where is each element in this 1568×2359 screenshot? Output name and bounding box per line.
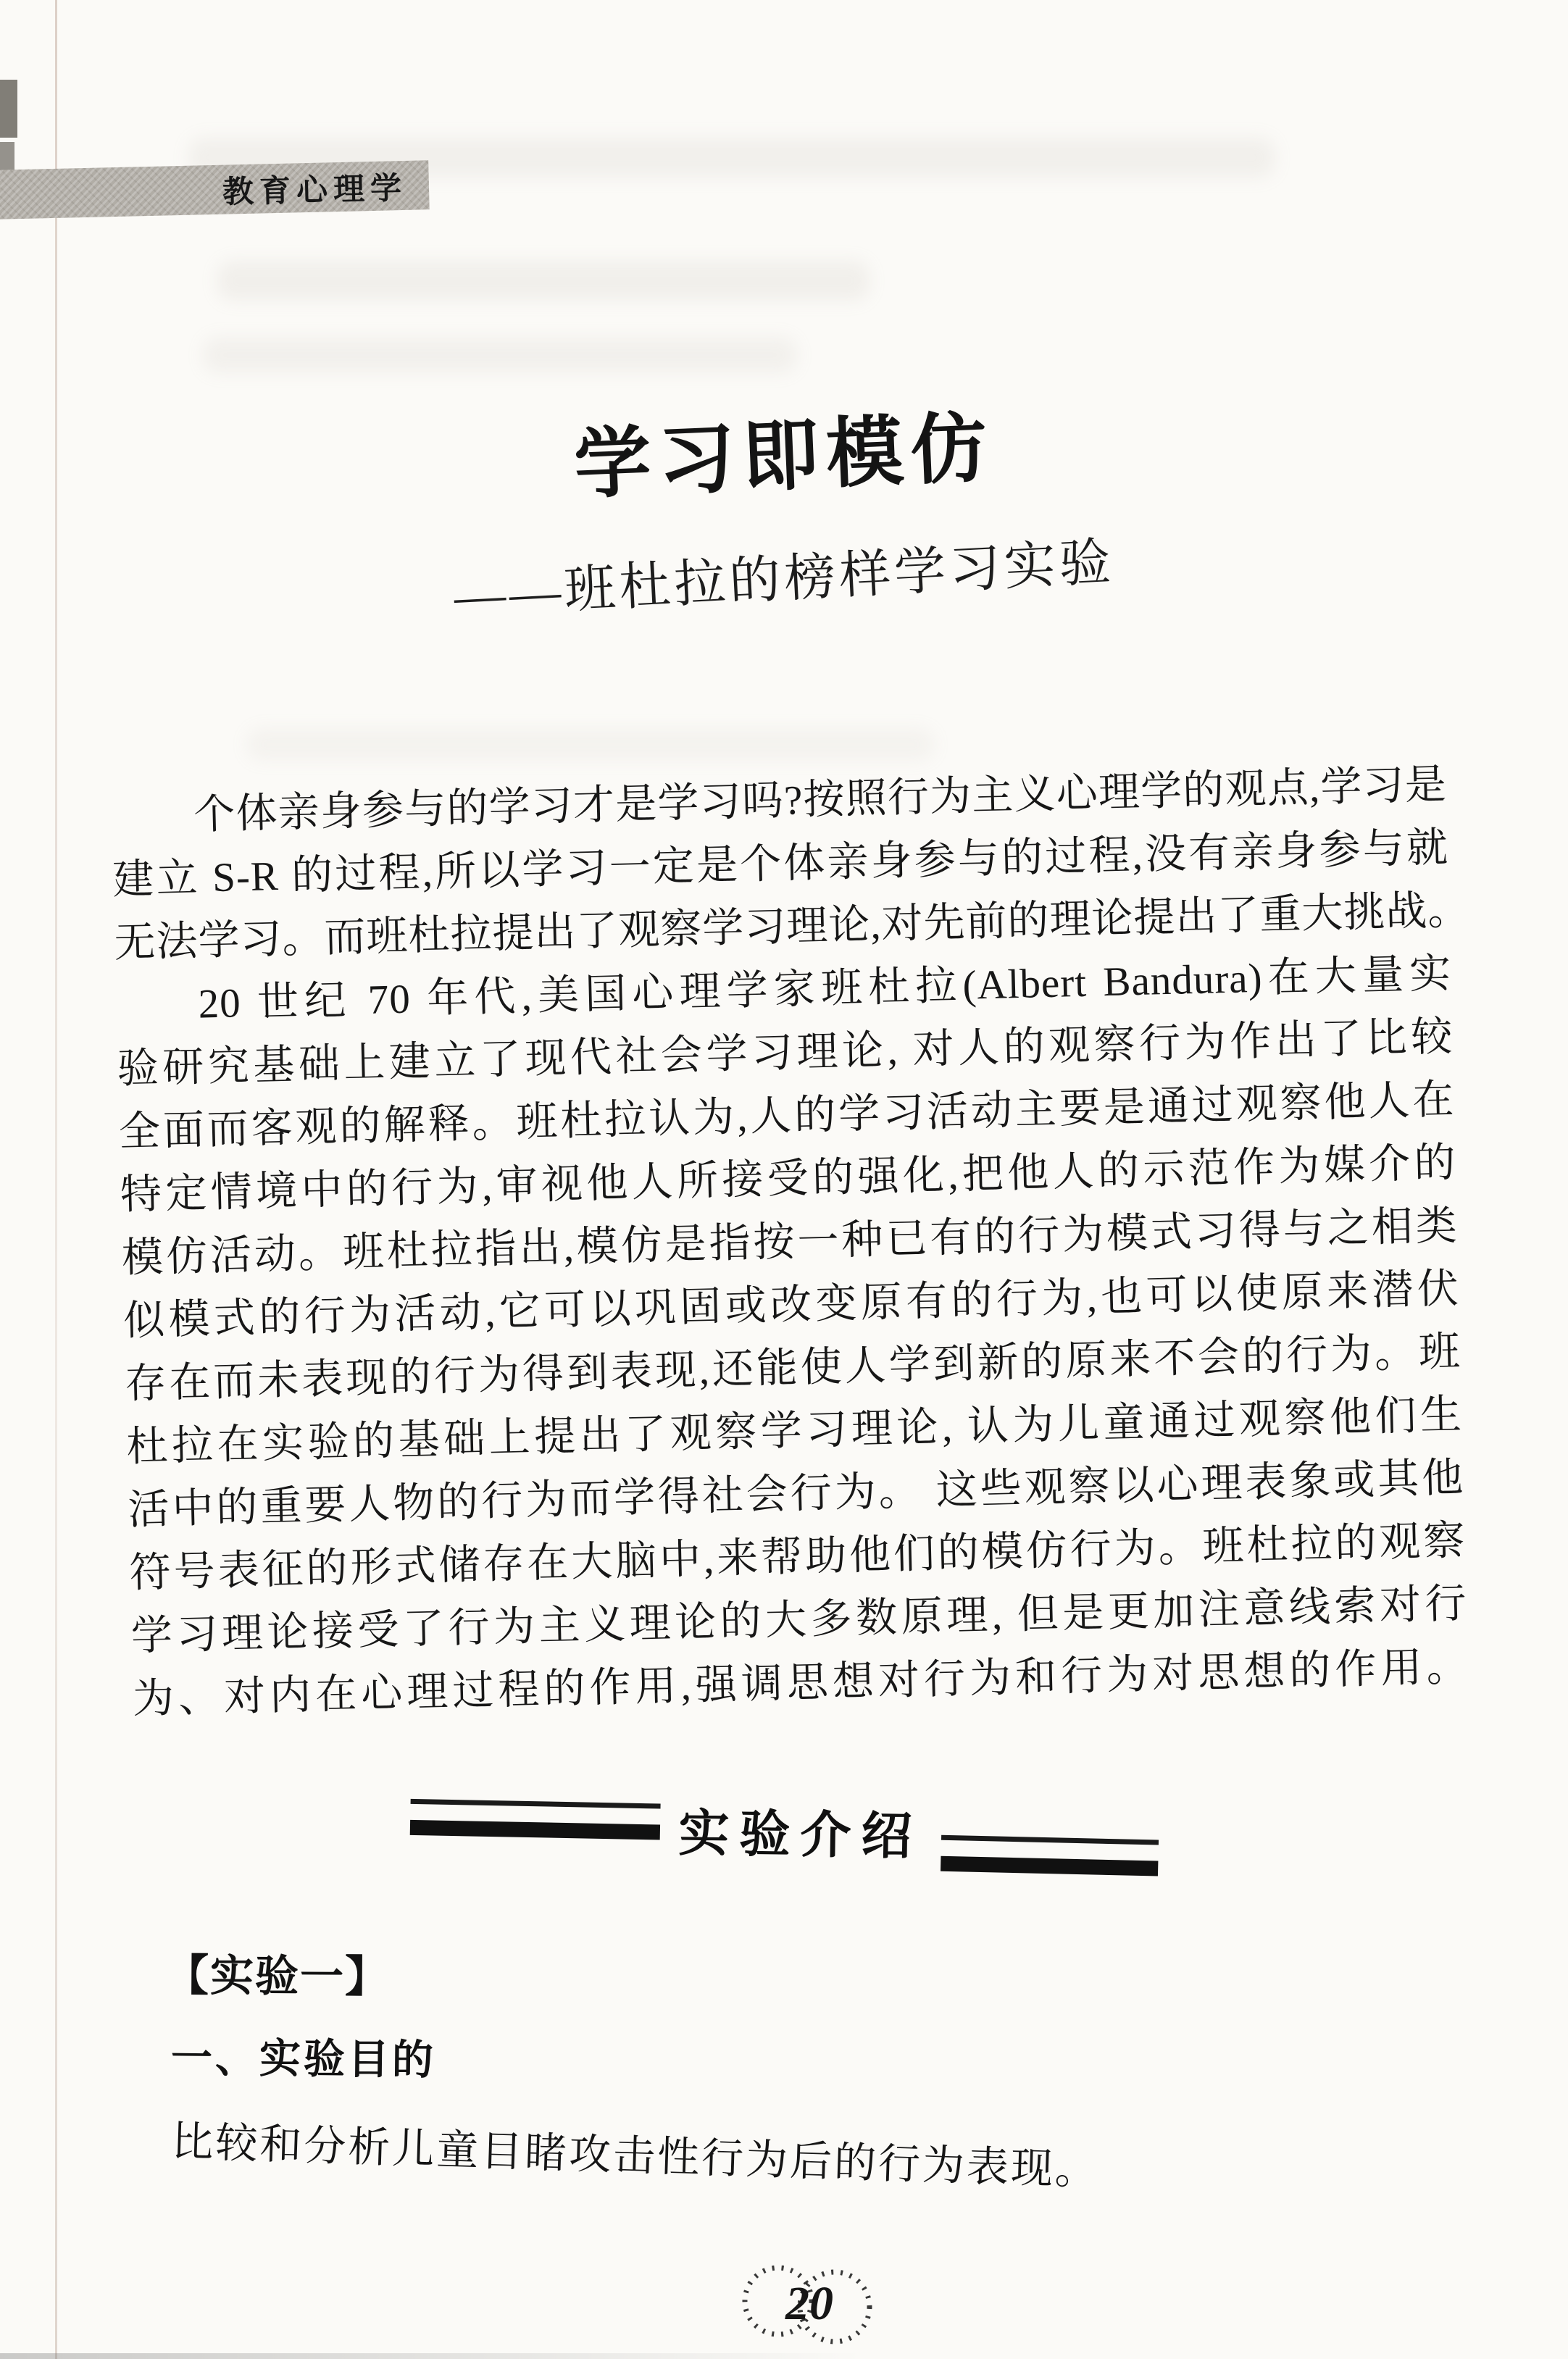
body-line: 杜拉在实验的基础上提出了观察学习理论, 认为儿童通过观察他们生 [125, 1392, 1463, 1471]
body-line: 无法学习。而班杜拉提出了观察学习理论,对先前的理论提出了重大挑战。 [113, 887, 1471, 966]
body-line: 特定情境中的行为,审视他人所接受的强化,把他人的示范作为媒介的 [120, 1140, 1457, 1219]
heading-rule-thick [941, 1856, 1158, 1876]
heading-rule-thick [409, 1820, 659, 1840]
experiment-purpose-text: 比较和分析儿童目睹攻击性行为后的行为表现。 [170, 2117, 1100, 2195]
body-line: 个体亲身参与的学习才是学习吗?按照行为主义心理学的观点,学习是 [193, 761, 1448, 838]
body-line: 建立 S-R 的过程,所以学习一定是个体亲身参与的过程,没有亲身参与就 [112, 824, 1449, 903]
body-line: 存在而未表现的行为得到表现,还能使人学到新的原来不会的行为。班 [124, 1329, 1461, 1408]
body-text [110, 753, 1469, 1731]
body-line: 全面而客观的解释。班杜拉认为,人的学习活动主要是通过观察他人在 [118, 1077, 1456, 1156]
page-number-text: 20 [785, 2277, 833, 2330]
heading-rule-right [941, 1835, 1159, 1876]
body-line: 20 世纪 70 年代,美国心理学家班杜拉(Albert Bandura)在大量实 [197, 951, 1452, 1027]
body-line: 验研究基础上建立了现代社会学习理论, 对人的观察行为作出了比较 [117, 1014, 1454, 1093]
bleed-through-artifact [203, 337, 797, 373]
experiment-label: 【实验一】 [164, 1950, 391, 2002]
heading-rule-thin [941, 1835, 1158, 1845]
article-subtitle: ——班杜拉的榜样学习实验 [452, 534, 1116, 625]
heading-rule-thin [410, 1799, 660, 1809]
experiment-purpose-heading: 一、实验目的 [170, 2034, 437, 2084]
body-line: 符号表征的形式储存在大脑中,来帮助他们的模仿行为。班杜拉的观察 [129, 1518, 1467, 1597]
body-line: 学习理论接受了行为主义理论的大多数原理, 但是更加注意线索对行 [130, 1581, 1468, 1660]
scan-artifact-notch [0, 80, 17, 138]
bleed-through-artifact [246, 728, 935, 761]
bleed-through-artifact [217, 261, 870, 301]
heading-rule-left [409, 1799, 660, 1840]
section-heading [0, 1776, 1568, 1884]
chapter-header-bar [0, 160, 430, 220]
page-number [726, 2255, 893, 2356]
section-heading-text: 实验介绍 [677, 1804, 922, 1865]
series-title: 教育心理学 [222, 170, 408, 210]
body-line: 为、对内在心理过程的作用,强调思想对行为和行为对思想的作用。 [132, 1644, 1469, 1723]
body-line: 模仿活动。班杜拉指出,模仿是指按一种已有的行为模式习得与之相类 [121, 1203, 1459, 1282]
article-title: 学习即模仿 [572, 405, 996, 509]
body-line: 似模式的行为活动,它可以巩固或改变原有的行为,也可以使原来潜伏 [122, 1266, 1460, 1345]
page-spine-edge [55, 0, 57, 2359]
body-line: 活中的重要人物的行为而学得社会行为。 这些观察以心理表象或其他 [127, 1455, 1464, 1534]
